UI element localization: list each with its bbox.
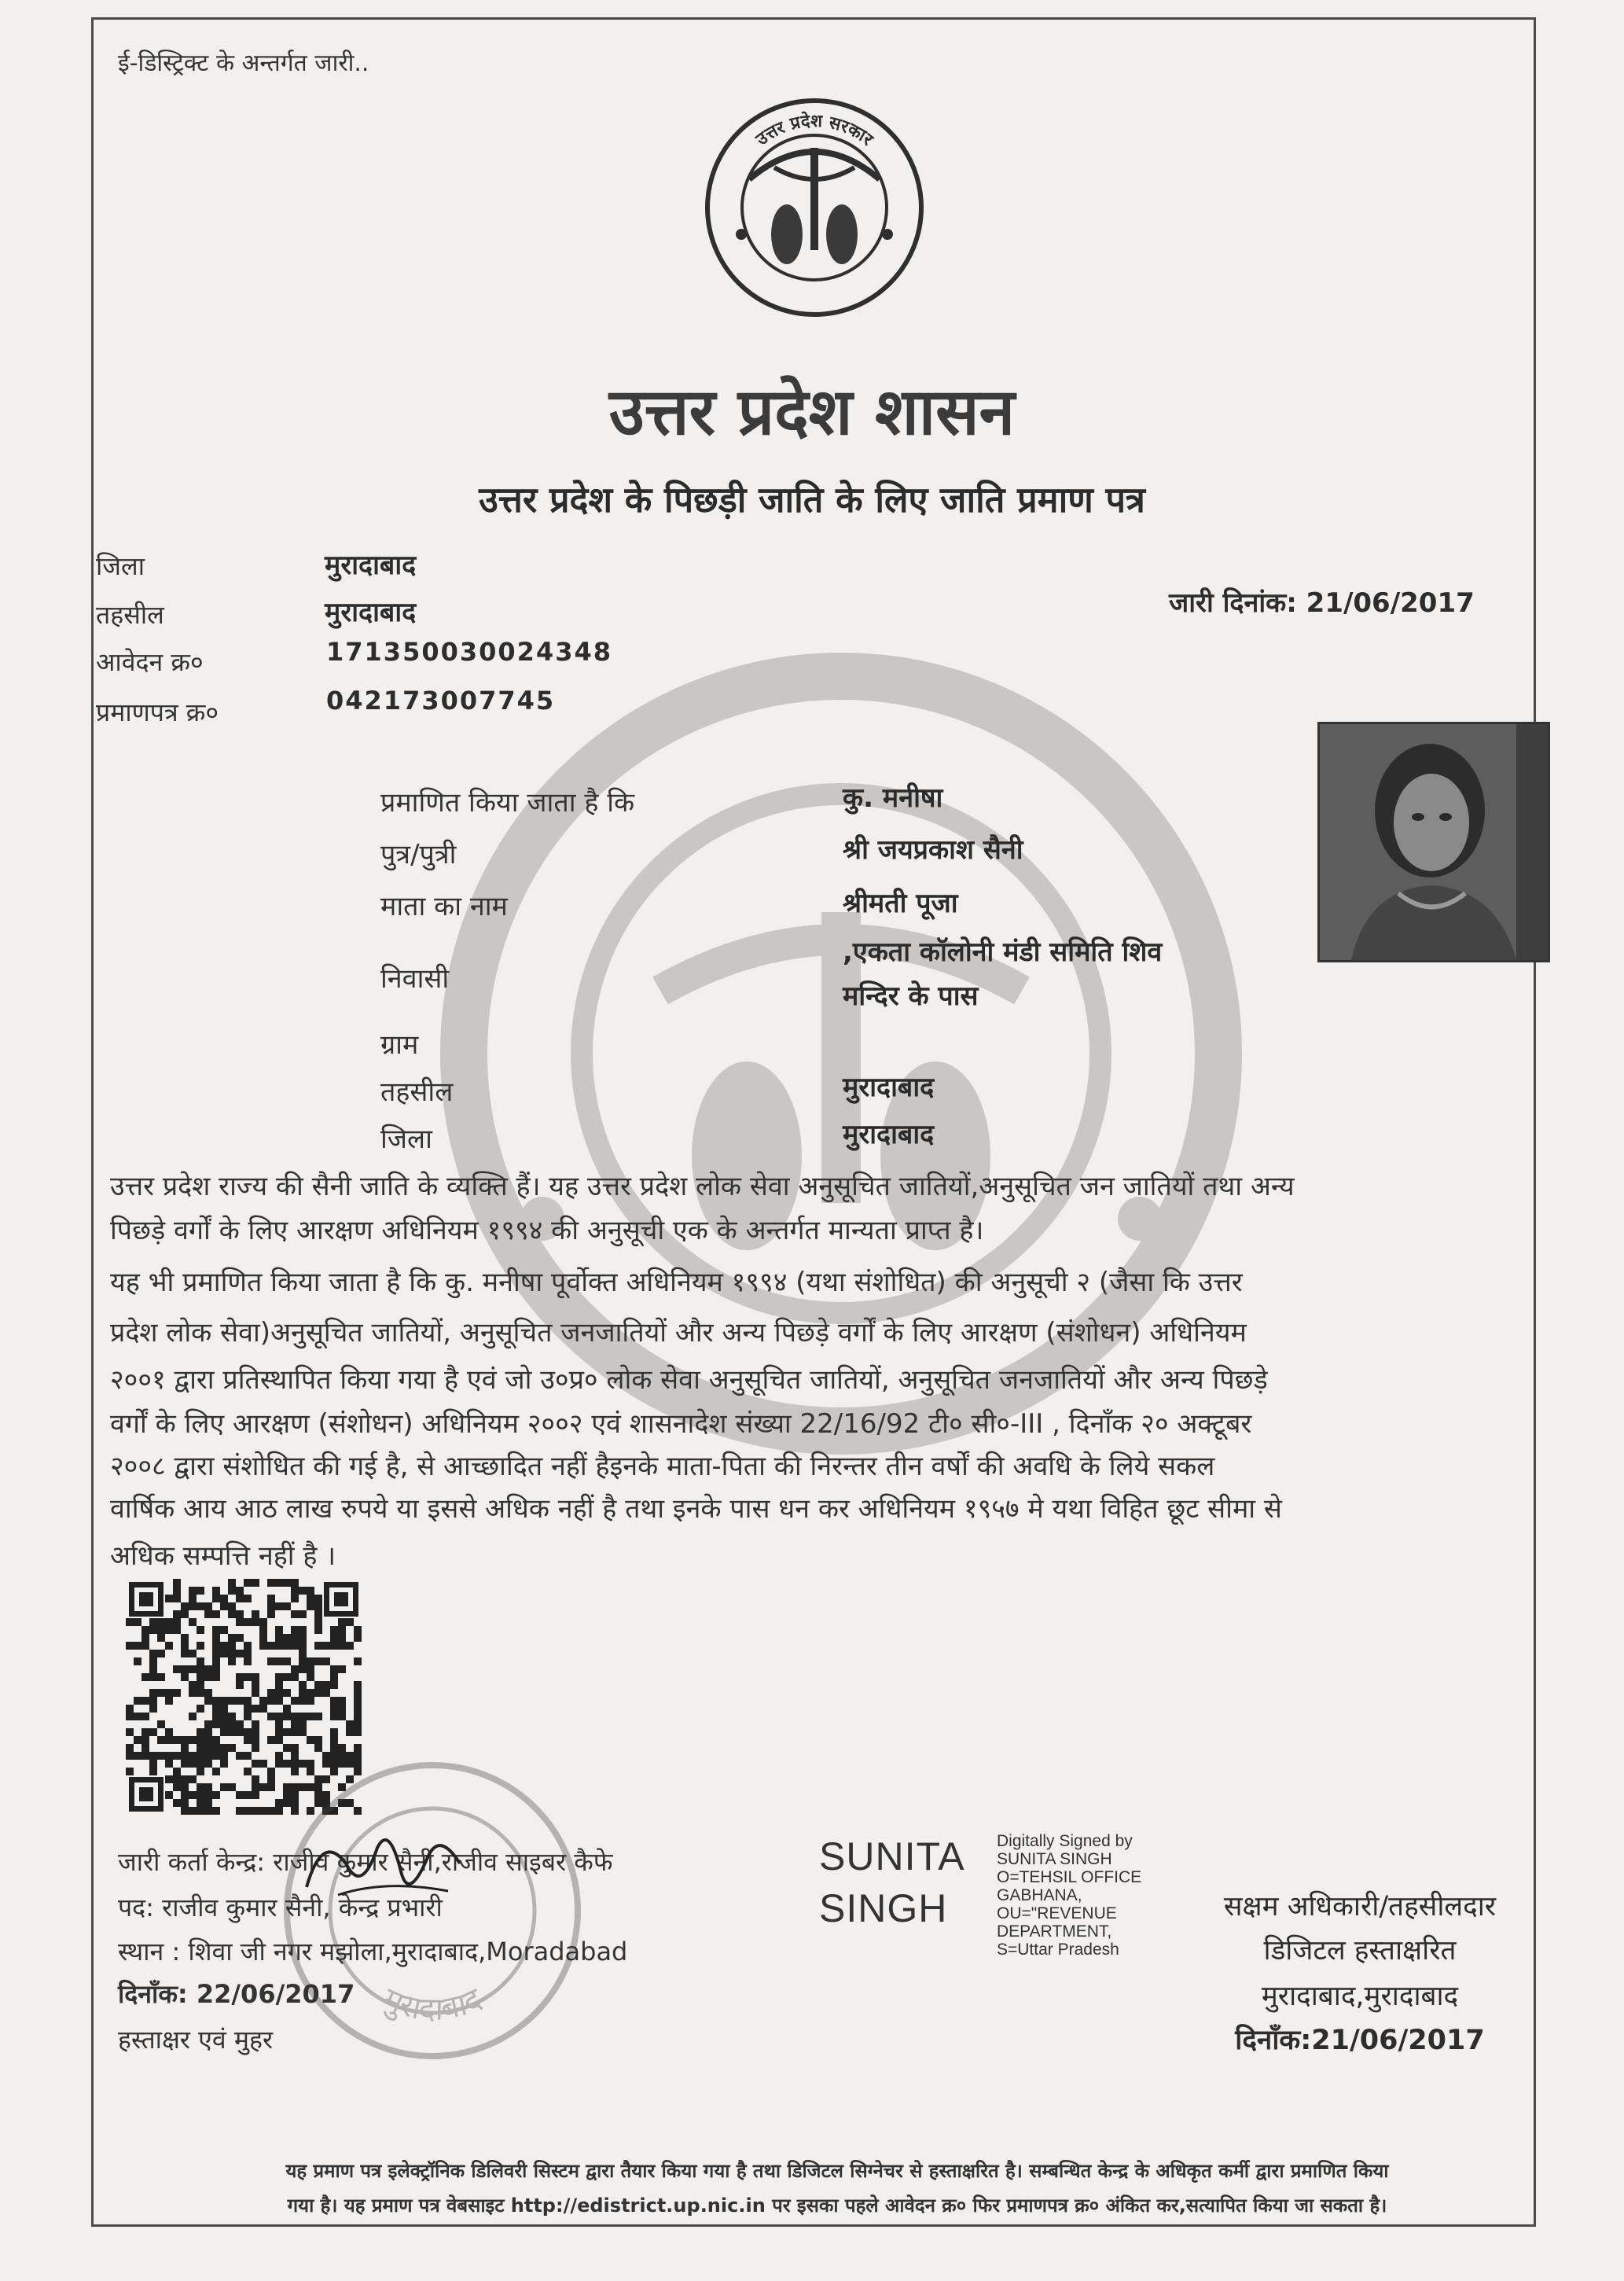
person-district-value: मुरादाबाद bbox=[843, 1119, 935, 1150]
sig-detail-line: O=TEHSIL OFFICE bbox=[997, 1868, 1142, 1886]
person-label-tehsil: तहसील bbox=[380, 1076, 454, 1108]
person-label-certified: प्रमाणित किया जाता है कि bbox=[380, 787, 635, 819]
svg-text:मुरादाबाद bbox=[377, 1981, 488, 2028]
issuer-sign-seal: हस्ताक्षर एवं मुहर bbox=[118, 2025, 274, 2055]
sig-detail-line: DEPARTMENT, bbox=[997, 1922, 1112, 1941]
body-line-5: २००१ द्वारा प्रतिस्थापित किया गया है एवं जो उ०प्र० लोक सेवा अनुसूचित जातियों, अनुसूचित जनजातियों और अन्य पिछड़े bbox=[110, 1364, 1268, 1396]
sig-detail-line: Digitally Signed by bbox=[997, 1832, 1133, 1850]
body-line-1: उत्तर प्रदेश राज्य की सैनी जाति के व्यक्ति हैं। यह उत्तर प्रदेश लोक सेवा अनुसूचित जातियों,अनुसूचित जन जातियों तथा अन्य bbox=[110, 1171, 1295, 1202]
applicant-photo bbox=[1317, 722, 1550, 962]
emblem-text: उत्तर प्रदेश सरकार bbox=[752, 111, 877, 150]
application-no-value: 171350030024348 bbox=[326, 637, 612, 667]
sig-detail-line: SUNITA SINGH bbox=[997, 1850, 1112, 1868]
tehsil-value: मुरादाबाद bbox=[325, 597, 417, 628]
issue-date-label: जारी दिनांक: bbox=[1169, 587, 1297, 619]
document-title: उत्तर प्रदेश शासन bbox=[608, 375, 1016, 450]
issuer-post: पद: राजीव कुमार सैनी, केन्द्र प्रभारी bbox=[118, 1893, 443, 1922]
body-line-9: अधिक सम्पत्ति नहीं है । bbox=[110, 1540, 336, 1572]
person-label-district: जिला bbox=[380, 1124, 432, 1155]
person-tehsil-value: मुरादाबाद bbox=[843, 1072, 935, 1103]
footer-line-1: यह प्रमाण पत्र इलेक्ट्रॉनिक डिलिवरी सिस्टम द्वारा तैयार किया गया है तथा डिजिटल सिग्नेचर से हस्ताक्षरित है। सम्बन्धित केन्द्र के अधिकृत कर्मी द्वारा प्रमाणित किया bbox=[285, 2160, 1389, 2182]
issuer-centre: जारी कर्ता केन्द्र: राजीव कुमार सैनी,राजीव साइबर कैफे bbox=[118, 1847, 613, 1877]
digital-signature-details bbox=[997, 1832, 1141, 1959]
sig-detail-line: GABHANA, bbox=[997, 1886, 1082, 1904]
issue-date-value: 21/06/2017 bbox=[1306, 587, 1475, 619]
document-subtitle: उत्तर प्रदेश के पिछड़ी जाति के लिए जाति प्रमाण पत्र bbox=[479, 479, 1145, 521]
issue-date bbox=[1169, 583, 1475, 620]
issuer-place: स्थान : शिवा जी नगर मझोला,मुरादाबाद,Moradabad bbox=[118, 1937, 628, 1966]
person-label-resident: निवासी bbox=[380, 963, 450, 995]
person-name: कु. मनीषा bbox=[843, 782, 943, 814]
sig-detail-line: OU="REVENUE bbox=[997, 1904, 1117, 1922]
issuer-date: दिनाँक: 22/06/2017 bbox=[118, 1979, 355, 2009]
certificate-no-value: 042173007745 bbox=[326, 686, 556, 716]
up-government-emblem bbox=[702, 93, 927, 322]
body-line-6: वर्गों के लिए आरक्षण (संशोधन) अधिनियम २००२ एवं शासनादेश संख्या 22/16/92 टी० सी०-III , दिनाँक २० अक्टूबर bbox=[110, 1408, 1252, 1440]
body-line-3: यह भी प्रमाणित किया जाता है कि कु. मनीषा पूर्वोक्त अधिनियम १९९४ (यथा संशोधित) की अनुसूची २ (जैसा कि उत्तर bbox=[110, 1267, 1243, 1298]
svg-text:उत्तर प्रदेश सरकार bbox=[751, 110, 876, 150]
sig-detail-line: S=Uttar Pradesh bbox=[997, 1941, 1119, 1959]
address-line-1: ,एकता कॉलोनी मंडी समिति शिव bbox=[843, 936, 1163, 968]
body-line-2: पिछड़े वर्गों के लिए आरक्षण अधिनियम १९९४ की अनुसूची एक के अन्तर्गत मान्यता प्राप्त है। bbox=[110, 1215, 984, 1246]
person-label-parent: पुत्र/पुत्री bbox=[380, 839, 457, 870]
address-line-2: मन्दिर के पास bbox=[843, 980, 979, 1012]
officer-digital-signed: डिजिटल हस्ताक्षरित bbox=[1263, 1935, 1457, 1966]
mother-name: श्रीमती पूजा bbox=[843, 888, 958, 919]
application-no-label: आवेदन क्र० bbox=[96, 647, 204, 677]
digital-signer-name-line2: SINGH bbox=[819, 1886, 948, 1930]
seal-text: मुरादाबाद bbox=[377, 1981, 487, 2028]
handwritten-signature bbox=[291, 1816, 479, 1919]
person-label-village: ग्राम bbox=[380, 1029, 419, 1061]
officer-date: दिनाँक:21/06/2017 bbox=[1235, 2025, 1485, 2056]
digital-signer-name-line1: SUNITA bbox=[819, 1834, 965, 1878]
body-line-7: २००८ द्वारा संशोधित की गई है, से आच्छादित नहीं हैइनके माता-पिता की निरन्तर तीन वर्षों की अवधि के लिये सकल bbox=[110, 1451, 1215, 1482]
district-label: जिला bbox=[96, 551, 145, 581]
edistrict-note: ई-डिस्ट्रिक्ट के अन्तर्गत जारी.. bbox=[118, 50, 369, 77]
body-line-8: वार्षिक आय आठ लाख रुपये या इससे अधिक नहीं है तथा इनके पास धन कर अधिनियम १९५७ मे यथा विहित छूट सीमा से bbox=[110, 1493, 1282, 1525]
father-name: श्री जयप्रकाश सैनी bbox=[843, 834, 1023, 866]
body-line-4: प्रदेश लोक सेवा)अनुसूचित जातियों, अनुसूचित जनजातियों और अन्य पिछड़े वर्गों के लिए आरक्षण (संशोधन) अधिनियम bbox=[110, 1317, 1247, 1348]
footer-line-2: गया है। यह प्रमाण पत्र वेबसाइट http://edistrict.up.nic.in पर इसका पहले आवेदन क्र० फिर प्रमाणपत्र क्र० अंकित कर,सत्यापित किया जा सकता है। bbox=[287, 2195, 1387, 2217]
person-label-mother: माता का नाम bbox=[380, 891, 508, 922]
certificate-no-label: प्रमाणपत्र क्र० bbox=[96, 697, 219, 727]
district-value: मुरादाबाद bbox=[325, 550, 417, 581]
officer-designation: सक्षम अधिकारी/तहसीलदार bbox=[1223, 1891, 1497, 1922]
officer-location: मुरादाबाद,मुरादाबाद bbox=[1261, 1981, 1459, 2012]
tehsil-label: तहसील bbox=[96, 600, 164, 630]
